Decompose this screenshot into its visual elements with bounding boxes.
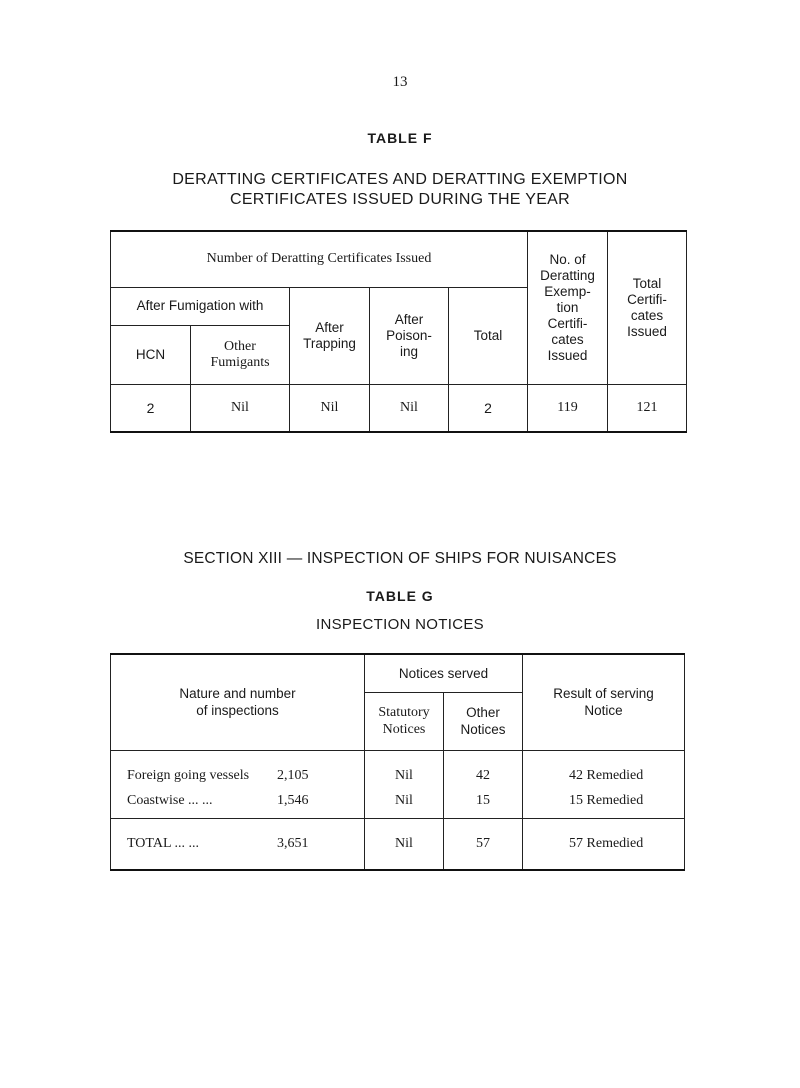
row-nature	[111, 750, 365, 786]
header-exemption-line: tion	[556, 299, 579, 315]
table-f-heading-line-1: DERATTING CERTIFICATES AND DERATTING EXEMPTION	[172, 171, 628, 188]
table-g	[110, 653, 685, 871]
total-statutory: Nil	[365, 818, 444, 870]
cell-total-issued: 121	[608, 384, 687, 432]
table-row	[111, 750, 685, 786]
header-statutory-line: Statutory	[378, 705, 430, 720]
cell-after-poisoning: Nil	[370, 384, 449, 432]
row-result: 42 Remedied	[523, 750, 685, 786]
row-other: 42	[444, 750, 523, 786]
table-g-heading: INSPECTION NOTICES	[316, 616, 484, 633]
total-other: 57	[444, 818, 523, 870]
page-number: 13	[392, 74, 408, 90]
header-other-line: Notices	[460, 722, 506, 737]
header-after-poisoning-line: Poison-	[386, 327, 432, 343]
header-total: Total	[449, 287, 528, 384]
cell-exemption-issued: 119	[528, 384, 608, 432]
header-result-line: Notice	[584, 703, 623, 719]
row-result: 15 Remedied	[523, 786, 685, 818]
total-count: 3,651	[277, 836, 309, 852]
header-after-trapping	[290, 287, 370, 384]
row-count: 2,105	[277, 768, 309, 783]
header-exemption-line: Deratting	[540, 267, 595, 283]
total-nature	[111, 818, 365, 870]
header-other-fumigants-line: Fumigants	[210, 354, 270, 370]
header-after-trapping-line: Trapping	[303, 335, 356, 351]
row-count: 1,546	[277, 793, 309, 808]
header-exemption-line: Certifi-	[547, 315, 588, 331]
row-statutory: Nil	[365, 750, 444, 786]
table-g-title: TABLE G	[366, 588, 434, 604]
header-exemption-line: cates	[551, 331, 584, 347]
table-f	[110, 230, 687, 433]
header-hcn: HCN	[111, 325, 191, 384]
total-label: TOTAL ... ...	[127, 836, 199, 852]
header-total-certificates-line: Certifi-	[627, 291, 667, 307]
header-other-line: Other	[466, 705, 500, 720]
cell-hcn: 2	[111, 384, 191, 432]
header-result-line: Result of serving	[553, 686, 654, 702]
cell-after-trapping: Nil	[290, 384, 370, 432]
header-statutory	[365, 692, 444, 750]
table-f-heading-line-2: CERTIFICATES ISSUED DURING THE YEAR	[229, 191, 571, 208]
header-number-issued: Number of Deratting Certificates Issued	[111, 231, 528, 287]
table-row	[111, 786, 685, 818]
header-after-poisoning-line: After	[394, 311, 424, 327]
table-f-heading	[0, 170, 800, 210]
header-nature-line: Nature and number	[179, 686, 296, 702]
table-f-title: TABLE F	[367, 130, 433, 146]
header-notices-served: Notices served	[365, 654, 523, 692]
row-label: Coastwise ... ...	[127, 793, 213, 808]
header-other-fumigants	[191, 325, 290, 384]
header-total-certificates-line: cates	[630, 307, 664, 323]
header-total-certificates-line: Issued	[627, 323, 667, 339]
total-result: 57 Remedied	[523, 818, 685, 870]
row-statutory: Nil	[365, 786, 444, 818]
header-statutory-line: Notices	[382, 722, 426, 737]
header-total-certificates-line: Total	[632, 275, 662, 291]
header-total-certificates	[608, 231, 687, 384]
header-after-fumigation: After Fumigation with	[111, 287, 290, 325]
row-nature	[111, 786, 365, 818]
header-other	[444, 692, 523, 750]
header-after-poisoning-line: ing	[399, 343, 418, 359]
section-heading: SECTION XIII — INSPECTION OF SHIPS FOR NUISANCES	[183, 550, 617, 567]
header-other-fumigants-line: Other	[224, 338, 256, 354]
header-after-trapping-line: After	[315, 319, 344, 335]
row-other: 15	[444, 786, 523, 818]
cell-other-fumigants: Nil	[191, 384, 290, 432]
header-exemption-certificates	[528, 231, 608, 384]
header-exemption-line: Issued	[547, 347, 588, 363]
header-result	[523, 654, 685, 750]
header-exemption-line: No. of	[549, 251, 586, 267]
header-after-poisoning	[370, 287, 449, 384]
total-row	[111, 818, 685, 870]
row-label: Foreign going vessels	[127, 768, 250, 783]
cell-total: 2	[449, 384, 528, 432]
header-nature-line: of inspections	[196, 703, 279, 719]
header-exemption-line: Exemp-	[544, 283, 591, 299]
header-nature	[111, 654, 365, 750]
